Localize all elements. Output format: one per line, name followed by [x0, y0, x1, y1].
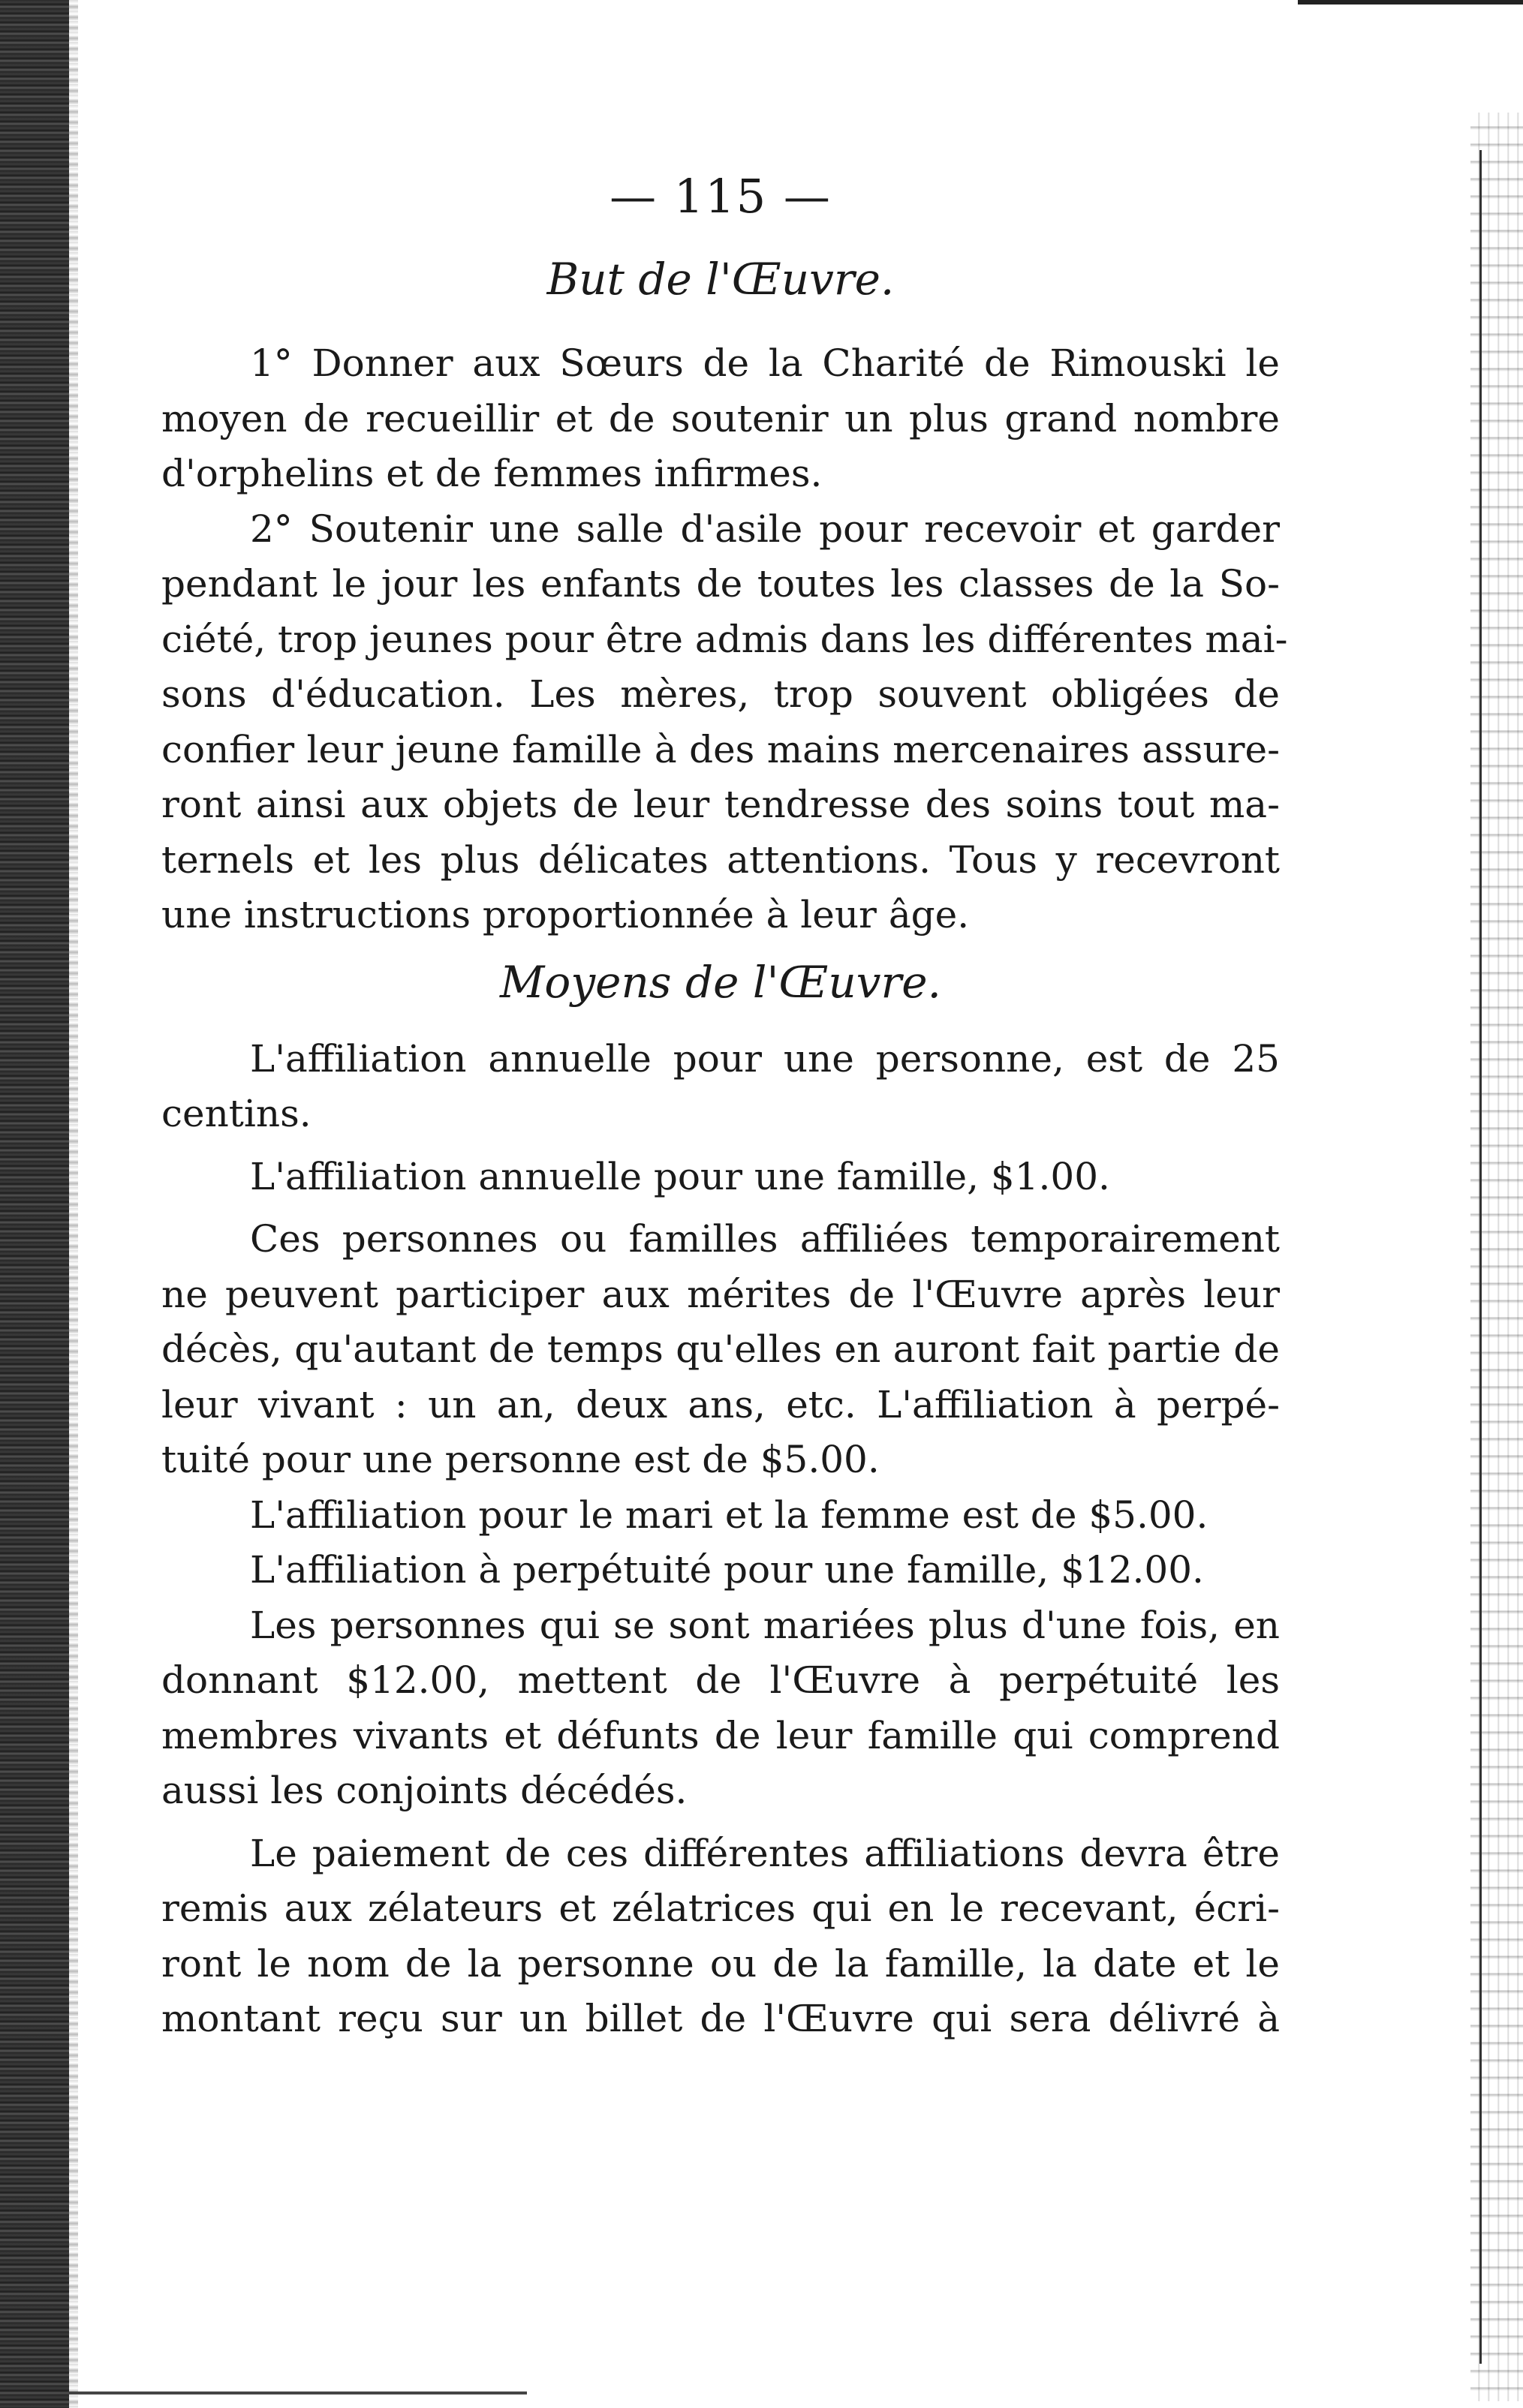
text-line: 1° Donner aux Sœurs de la Charité de Rimouski le: [250, 341, 1280, 385]
binding-gutter: [69, 0, 78, 2408]
paragraph-remarried: [161, 1598, 1280, 1819]
text-line: remis aux zélateurs et zélatrices qui en le recevant, écri-: [161, 1886, 1280, 1930]
text-line: L'affiliation annuelle pour une famille, $1.00.: [250, 1154, 1110, 1198]
text-line: 2° Soutenir une salle d'asile pour recevoir et garder: [250, 507, 1280, 551]
text-line: tuité pour une personne est de $5.00.: [161, 1438, 880, 1481]
text-line: membres vivants et défunts de leur famille qui comprend: [161, 1713, 1280, 1757]
text-line: montant reçu sur un billet de l'Œuvre qui sera délivré à: [161, 1997, 1280, 2040]
text-line: confier leur jeune famille à des mains mercenaires assure-: [161, 727, 1280, 771]
paragraph-goal-1: [161, 336, 1280, 502]
text-line: ne peuvent participer aux mérites de l'Œuvre après leur: [161, 1272, 1280, 1316]
text-line: Les personnes qui se sont mariées plus d'une fois, en: [250, 1603, 1280, 1647]
text-line: d'orphelins et de femmes infirmes.: [161, 452, 823, 495]
text-line: pendant le jour les enfants de toutes les classes de la So-: [161, 562, 1280, 606]
text-line: L'affiliation pour le mari et la femme est de $5.00.: [250, 1493, 1208, 1537]
top-edge-rule: [1298, 0, 1523, 5]
right-edge-rule: [1479, 150, 1482, 2364]
paragraph-payment: [161, 1826, 1280, 2047]
text-line: ront le nom de la personne ou de la famille, la date et le: [161, 1941, 1280, 1986]
bottom-edge-rule: [69, 2391, 527, 2394]
right-edge-scan-noise: [1470, 113, 1523, 2401]
text-line: Ces personnes ou familles affiliées temporairement: [250, 1217, 1280, 1261]
text-line: L'affiliation annuelle pour une personne, est de 25: [250, 1036, 1280, 1081]
text-line: décès, qu'autant de temps qu'elles en auront fait partie de: [161, 1327, 1280, 1371]
text-line: L'affiliation à perpétuité pour une famille, $12.00.: [250, 1548, 1204, 1592]
text-line: aussi les conjoints décédés.: [161, 1769, 688, 1812]
text-line: leur vivant : un an, deux ans, etc. L'affiliation à perpé-: [161, 1382, 1280, 1426]
text-line: Le paiement de ces différentes affiliations devra être: [250, 1831, 1280, 1875]
paragraph-perpetual-family: [161, 1543, 1280, 1598]
paragraph-annual-family: [161, 1150, 1280, 1205]
text-line: ront ainsi aux objets de leur tendresse des soins tout ma-: [161, 783, 1280, 826]
section-title-moyens: Moyens de l'Œuvre.: [500, 956, 941, 1008]
paragraph-annual-person: [161, 1032, 1280, 1142]
section-title-but: But de l'Œuvre.: [546, 254, 895, 305]
paragraph-temporary-members: [161, 1212, 1280, 1488]
binding-edge: [0, 0, 69, 2408]
paragraph-goal-2: [161, 502, 1288, 943]
text-line: centins.: [161, 1092, 312, 1135]
text-line: moyen de recueillir et de soutenir un plus grand nombre: [161, 396, 1280, 440]
text-line: donnant $12.00, mettent de l'Œuvre à perpétuité les: [161, 1658, 1280, 1702]
text-line: ternels et les plus délicates attentions. Tous y recevront: [161, 837, 1280, 882]
text-line: ciété, trop jeunes pour être admis dans les différentes mai-: [161, 617, 1288, 661]
page-number: — 115 —: [610, 169, 832, 224]
text-line: une instructions proportionnée à leur âge.: [161, 893, 970, 936]
paragraph-couple: [161, 1488, 1280, 1544]
text-line: sons d'éducation. Les mères, trop souvent obligées de: [161, 672, 1280, 716]
book-page: [161, 169, 1288, 2047]
